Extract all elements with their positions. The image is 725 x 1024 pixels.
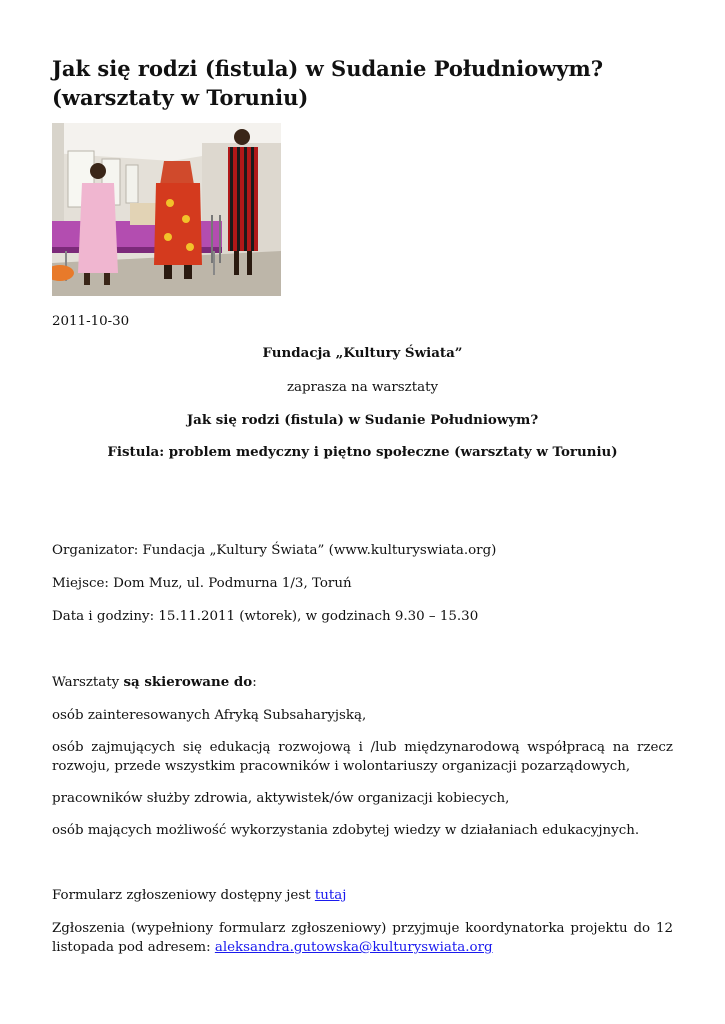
form-line [52,886,673,905]
audience-item: osób zajmujących się edukacją rozwojową i /lub międzynarodową współpracą na rzecz rozwoju, przede wszystkim pracowników i wolontariuszy organizacji pozarządowych, [52,740,673,774]
organizer-line: Organizator: Fundacja „Kultury Świata” (www.kulturyswiata.org) [52,543,497,558]
application-line [52,919,673,957]
audience-intro [52,673,673,692]
audience-intro-text: Warsztaty [52,675,124,690]
form-link[interactable]: tutaj [314,888,347,903]
article-photo [52,123,281,296]
email-link[interactable]: aleksandra.gutowska@kulturyswiata.org [214,940,493,955]
audience-intro-colon: : [252,675,257,690]
form-text: Formularz zgłoszeniowy dostępny jest [52,888,315,903]
audience-item: pracowników służby zdrowia, aktywistek/ów organizacji kobiecych, [52,791,510,806]
publish-date: 2011-10-30 [52,314,130,329]
workshop-title: Jak się rodzi (fistula) w Sudanie Południowym? [186,412,539,428]
invites-text: zaprasza na warsztaty [286,380,439,395]
audience-item: osób zainteresowanych Afryką Subsaharyjską, [52,708,367,723]
audience-item: osób mających możliwość wykorzystania zdobytej wiedzy w działaniach edukacyjnych. [52,823,640,838]
audience-intro-bold: są skierowane do [123,674,253,690]
foundation-name: Fundacja „Kultury Świata” [262,345,463,361]
workshop-subtitle: Fistula: problem medyczny i piętno społeczne (warsztaty w Toruniu) [107,444,618,460]
datetime-line: Data i godziny: 15.11.2011 (wtorek), w godzinach 9.30 – 15.30 [52,609,479,624]
application-text: Zgłoszenia (wypełniony formularz zgłoszeniowy) przyjmuje koordynatorka projektu do 12 listopada pod adresem: [52,921,673,955]
location-line: Miejsce: Dom Muz, ul. Podmurna 1/3, Toruń [52,576,352,591]
page-title: Jak się rodzi (fistula) w Sudanie Południowym? (warsztaty w Toruniu) [52,56,604,110]
